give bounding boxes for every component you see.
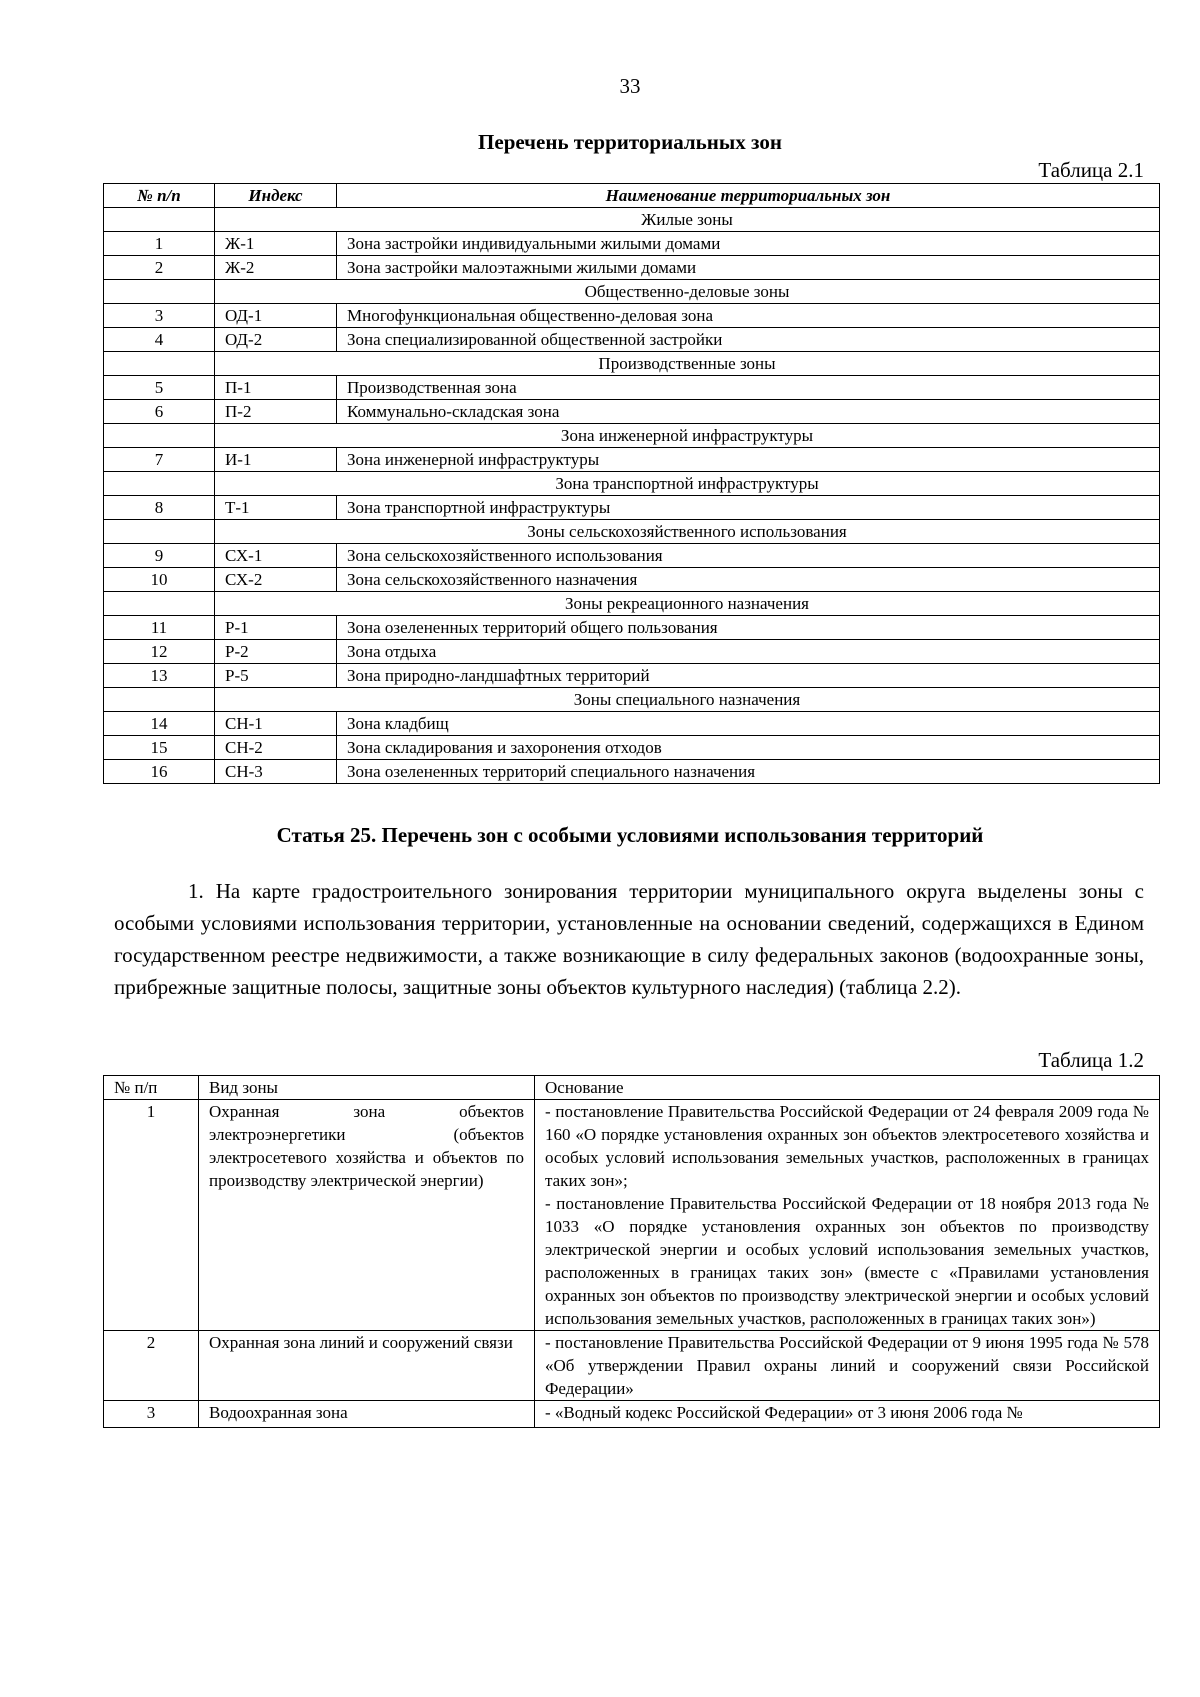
- basis-item: - «Водный кодекс Российской Федерации» от 3 июня 2006 года №: [545, 1403, 1023, 1422]
- table-row: [104, 640, 1160, 664]
- group-name: Зоны сельскохозяйственного использования: [215, 520, 1160, 544]
- zone-index: СН-3: [215, 760, 337, 784]
- group-row: [104, 688, 1160, 712]
- zone-type: Водоохранная зона: [199, 1401, 535, 1428]
- zone-name: Зона застройки малоэтажными жилыми домами: [337, 256, 1160, 280]
- zone-index: СХ-2: [215, 568, 337, 592]
- row-number: 5: [104, 376, 215, 400]
- table-row: [104, 1100, 1160, 1331]
- row-number: 11: [104, 616, 215, 640]
- row-number: 12: [104, 640, 215, 664]
- row-number: 1: [104, 1100, 199, 1331]
- zone-name: Зона сельскохозяйственного назначения: [337, 568, 1160, 592]
- row-number: 2: [104, 256, 215, 280]
- column-header-zone-type: Вид зоны: [199, 1076, 535, 1100]
- table-row: [104, 1331, 1160, 1401]
- table-row: [104, 256, 1160, 280]
- body-paragraph: 1. На карте градостроительного зонирования территории муниципального округа выделены зоны с особыми условиями использования территории, установленные на основании сведений, содержащихся в Едином государственном реестре недвижимости, а также возникающие в силу федеральных законов (водоохранные зоны, прибрежные защитные полосы, защитные зоны объектов культурного наследия) (таблица 2.2).: [114, 879, 1144, 999]
- group-row: [104, 424, 1160, 448]
- zone-name: Зона природно-ландшафтных территорий: [337, 664, 1160, 688]
- column-header-number: № п/п: [104, 184, 215, 208]
- group-name: Зона инженерной инфраструктуры: [215, 424, 1160, 448]
- column-header-name: Наименование территориальных зон: [337, 184, 1160, 208]
- zone-index: Р-1: [215, 616, 337, 640]
- table-row: [104, 1401, 1160, 1428]
- group-row: [104, 520, 1160, 544]
- basis-item: - постановление Правительства Российской Федерации от 24 февраля 2009 года № 160 «О порядке установления охранных зон объектов электросетевого хозяйства и особых условий использования земельных участков, расположенных в границах таких зон»;: [545, 1102, 1149, 1190]
- table-caption: Таблица 2.1: [1038, 158, 1144, 182]
- row-number: 15: [104, 736, 215, 760]
- zone-index: Ж-2: [215, 256, 337, 280]
- group-number-cell: [104, 208, 215, 232]
- table-row: [104, 760, 1160, 784]
- group-row: [104, 280, 1160, 304]
- zone-name: Зона отдыха: [337, 640, 1160, 664]
- row-number: 1: [104, 232, 215, 256]
- zone-index: СН-2: [215, 736, 337, 760]
- basis-item: - постановление Правительства Российской Федерации от 9 июня 1995 года № 578 «Об утверждении Правил охраны линий и сооружений связи Российской Федерации»: [545, 1333, 1149, 1398]
- row-number: 13: [104, 664, 215, 688]
- zone-index: СХ-1: [215, 544, 337, 568]
- zone-type: Охранная зона объектов электроэнергетики (объектов электросетевого хозяйства и объектов по производству электрической энергии): [199, 1100, 535, 1331]
- table-row: [104, 400, 1160, 424]
- zone-index: ОД-1: [215, 304, 337, 328]
- table-header-row: [104, 1076, 1160, 1100]
- row-number: 16: [104, 760, 215, 784]
- row-number: 7: [104, 448, 215, 472]
- table-row: [104, 736, 1160, 760]
- table-row: [104, 304, 1160, 328]
- row-number: 3: [104, 304, 215, 328]
- table-row: [104, 544, 1160, 568]
- zone-name: Зона транспортной инфраструктуры: [337, 496, 1160, 520]
- zone-index: ОД-2: [215, 328, 337, 352]
- column-header-basis: Основание: [535, 1076, 1160, 1100]
- row-number: 14: [104, 712, 215, 736]
- zones-table-body: [104, 208, 1160, 784]
- group-name: Зоны специального назначения: [215, 688, 1160, 712]
- zone-index: П-2: [215, 400, 337, 424]
- zones-table: [103, 183, 1160, 784]
- zone-index: П-1: [215, 376, 337, 400]
- zone-basis: [535, 1401, 1160, 1428]
- table-row: [104, 376, 1160, 400]
- zone-index: И-1: [215, 448, 337, 472]
- row-number: 6: [104, 400, 215, 424]
- zone-name: Многофункциональная общественно-деловая зона: [337, 304, 1160, 328]
- table-row: [104, 448, 1160, 472]
- row-number: 8: [104, 496, 215, 520]
- table-row: [104, 328, 1160, 352]
- table-row: [104, 568, 1160, 592]
- zone-name: Зона озелененных территорий специального назначения: [337, 760, 1160, 784]
- row-number: 10: [104, 568, 215, 592]
- zone-type: Охранная зона линий и сооружений связи: [199, 1331, 535, 1401]
- row-number: 4: [104, 328, 215, 352]
- special-zones-table-body: [104, 1100, 1160, 1428]
- table-title: Перечень территориальных зон: [478, 130, 782, 154]
- zone-index: Ж-1: [215, 232, 337, 256]
- zone-name: Зона складирования и захоронения отходов: [337, 736, 1160, 760]
- page-number: 33: [619, 74, 641, 98]
- table-caption: Таблица 1.2: [1038, 1048, 1144, 1072]
- table-row: [104, 664, 1160, 688]
- zone-index: Т-1: [215, 496, 337, 520]
- group-name: Общественно-деловые зоны: [215, 280, 1160, 304]
- zone-index: Р-2: [215, 640, 337, 664]
- table-row: [104, 712, 1160, 736]
- group-number-cell: [104, 352, 215, 376]
- group-number-cell: [104, 592, 215, 616]
- group-name: Жилые зоны: [215, 208, 1160, 232]
- group-number-cell: [104, 520, 215, 544]
- group-name: Производственные зоны: [215, 352, 1160, 376]
- row-number: 9: [104, 544, 215, 568]
- zone-name: Зона озелененных территорий общего пользования: [337, 616, 1160, 640]
- article-heading: Статья 25. Перечень зон с особыми условиями использования территорий: [276, 823, 984, 847]
- column-header-index: Индекс: [215, 184, 337, 208]
- table-header-row: [104, 184, 1160, 208]
- basis-item: - постановление Правительства Российской Федерации от 18 ноября 2013 года № 1033 «О порядке установления охранных зон объектов по производству электрической энергии и особых условий использования земельных участков, расположенных в границах таких зон» (вместе с «Правилами установления охранных зон объектов по производству электрической энергии и особых условий использования земельных участков, расположенных в границах таких зон»): [545, 1194, 1149, 1328]
- group-row: [104, 472, 1160, 496]
- group-name: Зоны рекреационного назначения: [215, 592, 1160, 616]
- group-number-cell: [104, 472, 215, 496]
- zone-index: Р-5: [215, 664, 337, 688]
- zone-name: Зона инженерной инфраструктуры: [337, 448, 1160, 472]
- table-row: [104, 232, 1160, 256]
- group-number-cell: [104, 424, 215, 448]
- zone-name: Зона застройки индивидуальными жилыми домами: [337, 232, 1160, 256]
- special-zones-table: [103, 1075, 1160, 1428]
- group-row: [104, 592, 1160, 616]
- group-number-cell: [104, 688, 215, 712]
- group-number-cell: [104, 280, 215, 304]
- table-row: [104, 616, 1160, 640]
- zone-name: Производственная зона: [337, 376, 1160, 400]
- zone-basis: [535, 1100, 1160, 1331]
- zone-name: Зона специализированной общественной застройки: [337, 328, 1160, 352]
- zone-index: СН-1: [215, 712, 337, 736]
- zone-name: Зона сельскохозяйственного использования: [337, 544, 1160, 568]
- group-row: [104, 352, 1160, 376]
- row-number: 3: [104, 1401, 199, 1428]
- zone-name: Коммунально-складская зона: [337, 400, 1160, 424]
- row-number: 2: [104, 1331, 199, 1401]
- column-header-number: № п/п: [104, 1076, 199, 1100]
- table-row: [104, 496, 1160, 520]
- zone-basis: [535, 1331, 1160, 1401]
- zone-name: Зона кладбищ: [337, 712, 1160, 736]
- group-name: Зона транспортной инфраструктуры: [215, 472, 1160, 496]
- group-row: [104, 208, 1160, 232]
